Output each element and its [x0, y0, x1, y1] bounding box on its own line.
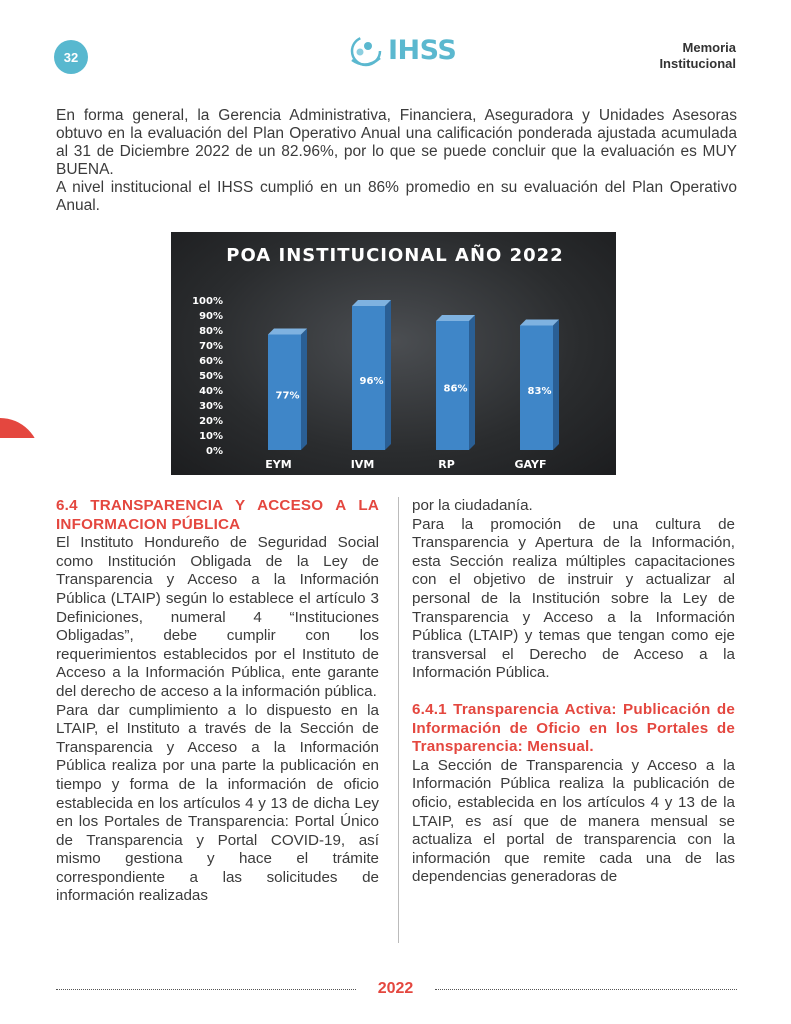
- bar-top: [352, 300, 391, 306]
- bar-group-ivm: [351, 300, 391, 471]
- ihss-logo: [346, 34, 456, 70]
- data-label: 77%: [275, 390, 300, 402]
- section-left-column: [56, 497, 379, 906]
- section-right-paragraph-1: por la ciudadanía.: [412, 497, 533, 514]
- column-divider: [398, 497, 399, 943]
- y-tick-label: 60%: [199, 356, 223, 367]
- data-label: 96%: [359, 376, 384, 387]
- bar-side: [469, 315, 475, 450]
- intro-text: [56, 107, 737, 215]
- bar-group-gayf: [515, 320, 559, 472]
- subsection-heading: 6.4.1 Transparencia Activa: Publicación de Información de Oficio en los Portales de Transparencia: Mensual.: [412, 700, 735, 756]
- section-heading: 6.4 TRANSPARENCIA Y ACCESO A LA INFORMACION PÚBLICA: [56, 497, 379, 533]
- y-tick-label: 100%: [192, 296, 223, 307]
- y-tick-label: 40%: [199, 386, 223, 397]
- category-label: EYM: [265, 458, 292, 471]
- section-right-paragraph-3: La Sección de Transparencia y Acceso a la Información Pública realiza la publicación de oficio, establecida en los artículos 4 y 13 de la LTAIP, es así que de manera mensual se actualiza el portal de transparencia con la información que remite cada una de las dependencias generadoras de: [412, 756, 735, 886]
- footer-year: 2022: [377, 980, 414, 997]
- y-tick-label: 20%: [199, 416, 223, 427]
- bar-top: [520, 320, 559, 326]
- bar-top: [268, 329, 307, 335]
- side-decoration-mask: [0, 438, 44, 618]
- section-right-column: [412, 497, 735, 887]
- y-tick-label: 80%: [199, 326, 223, 337]
- bar-side: [301, 329, 307, 451]
- data-label: 83%: [527, 385, 552, 397]
- chart-svg: [171, 232, 616, 475]
- section-left-paragraph-2: Para dar cumplimiento a lo dispuesto en la LTAIP, el Instituto a través de la Sección de Transparencia y Acceso a la Información Pública realiza por una parte la publicación en tiempo y forma de la información de oficio establecida en los artículos 4 y 13 de dicha Ley en los Portales de Transparencia: Portal Único de Transparencia y Portal COVID-19, así mismo gestiona y hace el trámite correspondiente a las solicitudes de información realizadas: [56, 701, 379, 905]
- title-line-2: Institucional: [659, 56, 736, 71]
- section-left-paragraph-1: El Instituto Hondureño de Seguridad Social como Institución Obligada de la Ley de Transparencia y Acceso a la Información Pública (LTAIP) según lo establece el artículo 3 Definiciones, numeral 4 “Instituciones Obligadas”, debe cumplir con los requerimientos establecidos por el Instituto de Acceso a la Información Pública, ente garante del derecho de acceso a la información pública.: [56, 534, 379, 700]
- title-line-1: Memoria: [682, 40, 736, 55]
- bar-side: [385, 300, 391, 450]
- document-title: [659, 40, 736, 72]
- intro-paragraph-1: En forma general, la Gerencia Administrativa, Financiera, Aseguradora y Unidades Asesoras obtuvo en la evaluación del Plan Operativo Anual una calificación ponderada ajustada acumulada al 31 de Diciembre 2022 de un 82.96%, por lo que se puede concluir que la evaluación es MUY BUENA.: [56, 107, 737, 178]
- section-right-paragraph-2: Para la promoción de una cultura de Transparencia y Apertura de la Información, esta Sección realiza múltiples capacitaciones con el objetivo de instruir y actualizar al personal de la Institución sobre la Ley de Transparencia y Acceso a la Información Pública (LTAIP) y temas que tengan como eje transversal el Derecho de Acceso a la Información Pública.: [412, 515, 735, 682]
- y-tick-label: 70%: [199, 341, 223, 352]
- category-label: RP: [438, 458, 455, 471]
- logo-text: IHSS: [388, 34, 457, 66]
- bar-side: [553, 320, 559, 451]
- chart-title: POA INSTITUCIONAL AÑO 2022: [226, 245, 564, 266]
- y-tick-label: 0%: [206, 446, 223, 457]
- y-tick-label: 50%: [199, 371, 223, 382]
- data-label: 86%: [443, 383, 468, 395]
- bar-group-eym: [265, 329, 307, 472]
- bar-top: [436, 315, 475, 321]
- bar-group-rp: [436, 315, 475, 471]
- y-tick-label: 10%: [199, 431, 223, 442]
- category-label: GAYF: [514, 458, 547, 471]
- paragraph-gap: [412, 683, 735, 701]
- category-label: IVM: [350, 458, 375, 471]
- intro-paragraph-2: A nivel institucional el IHSS cumplió en un 86% promedio en su evaluación del Plan Operativo Anual.: [56, 179, 737, 214]
- y-tick-label: 90%: [199, 311, 223, 322]
- poa-bar-chart: [171, 232, 616, 475]
- y-tick-label: 30%: [199, 401, 223, 412]
- page-number-badge: 32: [54, 40, 88, 74]
- ihss-logo-icon: [346, 34, 386, 70]
